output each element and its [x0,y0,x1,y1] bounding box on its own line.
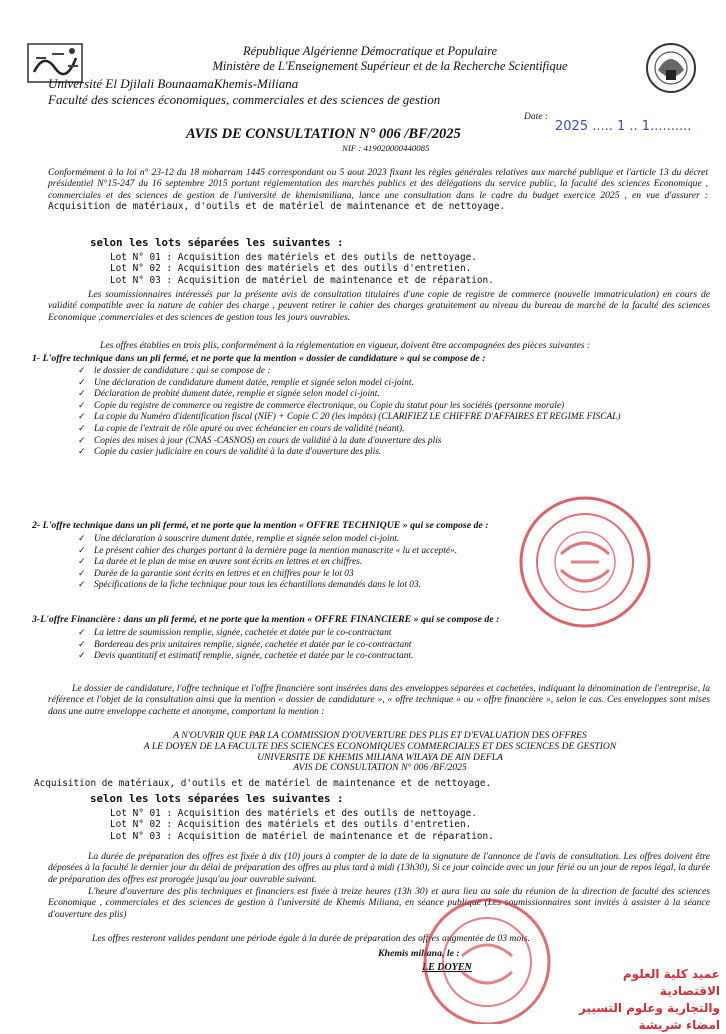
list-item: ✓ Devis quantitatif et estimatif remplie, signée, cachetée et datée par le co-contractant. [72,651,632,663]
section-3-list [72,628,632,663]
list-item: ✓ La lettre de soumission remplie, signée, cachetée et datée par le co-contractant [72,628,632,640]
stamp-line: عميد كلية العلوم الاقتصادية [622,967,720,998]
lot-item: Lot N° 02 : Acquisition des matériels et des outils d'entretien. [110,263,472,275]
lots-heading-repeat: selon les lots séparées les suivantes : [90,792,344,805]
lots-list-repeat [110,808,670,842]
list-item: ✓ Copie du registre de commerce ou registre de commerce électronique, ou Copie du statut pour les sociétés (personne morale) [72,401,692,413]
list-item: ✓ La copie de l'extrait de rôle apuré ou avec échéancier en cours de validité (néant). [72,424,692,436]
section-1-title: 1- L'offre technique dans un pli fermé, et ne porte que la mention « dossier de candidature » qui se compose de : [32,353,486,364]
date-label: Date : [524,112,549,122]
date-value: 2025 ..... 1 .. 1.......... [555,119,692,134]
heure-paragraph: L'heure d'ouverture des plis techniques et financiers est fixée à treize heures (13h 30) et aura lieu au sale du réunion de la direction de faculté des sciences Economique , commerciales et des sciences de gestion à l'université de Khemis Miliana, en séance publique (Les soumissionnaires sont invités à assister à la séance d'ouverture des plis) [48,886,710,920]
stamp-line: امضاء شريشة [638,1018,720,1032]
list-item: ✓ La durée et le plan de mise en œuvre sont écrits en lettres et en chiffres. [72,557,532,569]
stamp-line: والتجارية وعلوم التسيير [578,1001,720,1015]
section-2-list [72,534,532,592]
faculty-name: Faculté des sciences économiques, commerciales et des sciences de gestion [48,92,441,107]
round-stamp-bottom-icon [412,890,562,1024]
lot-item: Lot N° 01 : Acquisition des matériels et des outils de nettoyage. [110,252,477,263]
faculty-logo-right [638,40,704,96]
lot-item: Lot N° 03 : Acquisition de matériel de maintenance et de réparation. [110,830,494,842]
lots-heading: selon les lots séparées les suivantes : [90,236,344,249]
offres-intro: Les offres établies en trois plis, conformément à la réglementation en vigueur, doivent être accompagnées des pièces suivantes : [100,340,591,351]
list-item: ✓ le dossier de candidature : qui se compose de : [72,366,692,378]
list-item: ✓ Copie du casier judiciaire en cours de validité à la date d'ouverture des plis. [72,447,692,459]
intro-paragraph: Conformément à la loi n° 23-12 du 18 moharram 1445 correspondant ou 5 aout 2023 fixant les règles générales relatives aux marché publique et l'article 13 du décret présidentiel N°15-247 du 16 septembre 2015 portant réglementation des marchés publics et des délégations du service public, la faculté des sciences Economique , commerciales et des sciences de gestion de l'université de khemismiliana, lance une consultation dans le cadre du budget exercice 2025 , en vue d'assurer : Acquisition de matériaux, d'outils et de matériel de maintenance et de nettoyage. [48,167,708,213]
address-line: A LE DOYEN DE LA FACULTE DES SCIENCES ECONOMIQUES COMMERCIALES ET DES SCIENCES DE GESTION [143,740,617,752]
list-item: ✓ Spécifications de la fiche technique pour tous les échantillons demandés dans le lot 03. [72,580,532,592]
signature-place: Khemis miliana, le : [378,948,460,959]
lot-item: Lot N° 01 : Acquisition des matériels et des outils de nettoyage. [110,808,477,819]
nif-number: NIF : 419020000440085 [342,143,430,153]
list-item: ✓ Bordereau des prix unitaires remplie, signée, cachetée et datée par le co-contractant [72,640,632,652]
round-stamp-icon [515,492,655,632]
validite-paragraph: Les offres resteront valides pendant une période égale à la durée de préparation des offres augmentée de 03 mois. [92,933,530,944]
list-item: ✓ Une déclaration de candidature dument datée, remplie et signée selon model ci-joint. [72,378,692,390]
list-item: ✓ Une déclaration à souscrire dument datée, remplie et signée selon model ci-joint. [72,534,532,546]
list-item: ✓ Déclaration de probité dument datée, remplie et signée selon model ci-joint. [72,389,692,401]
section-2-title: 2- L'offre technique dans un pli fermé, et ne porte que la mention « OFFRE TECHNIQUE » qui se compose de : [32,520,489,531]
notice-title: AVIS DE CONSULTATION N° 006 /BF/2025 [186,126,461,142]
list-item: ✓ Le présent cahier des charges portant à la dernière page la mention manuscrite « lu et accepté». [72,546,532,558]
list-item: ✓ La copie du Numéro d'identification fiscal (NIF) + Copie C 20 (les impôts) (CLARIFIEZ LE CHIFFRE D'AFFAIRES ET REGIME FISCAL) [72,412,692,424]
university-name: Université El Djilali BounaamaKhemis-Miliana [48,76,299,91]
ministry-line: Ministère de L'Enseignement Supérieur et de la Recherche Scientifique [212,59,568,73]
address-block [60,731,700,774]
lot-item: Lot N° 03 : Acquisition de matériel de maintenance et de réparation. [110,274,494,286]
duree-paragraph: La durée de préparation des offres est fixée à dix (10) jours à compter de la date de la signature de l'annonce de l'avis de consultation. Les offres doivent être déposées à la faculté le dernier jour du délai de préparation des offres au plus tard à midi (13h30), Si ce jour coïncide avec un jour férié ou un jour de repos légal, la durée de préparation des offres est prorogée jusqu'au jour ouvrable suivant. [48,851,710,885]
address-line: AVIS DE CONSULTATION N° 006 /BF/2025 [293,762,467,774]
lots-list [110,252,670,286]
object-title-repeat: Acquisition de matériaux, d'outils et de matériel de maintenance et de nettoyage. [34,778,492,789]
list-item: ✓ Copies des mises à jour (CNAS -CASNOS) en cours de validité à la date d'ouverture des plis [72,436,692,448]
object-title: Acquisition de matériaux, d'outils et de matériel de maintenance et de nettoyage. [48,201,506,213]
signature-title: LE DOYEN [422,962,472,973]
section-3-title: 3-L'offre Financière : dans un pli fermé, et ne porte que la mention « OFFRE FINANCIERE » qui se compose de : [32,614,500,625]
republic-line: République Algérienne Démocratique et Populaire [242,44,498,58]
address-line: A N'OUVRIR QUE PAR LA COMMISSION D'OUVERTURE DES PLIS ET D'EVALUATION DES OFFRES [173,730,587,741]
list-item: ✓ Durée de la garantie sont écrits en lettres et en chiffres pour le lot 03 [72,569,532,581]
enveloppe-paragraph: Le dossier de candidature, l'offre technique et l'offre financière sont insérées dans des enveloppes séparées et cachetées, indiquant la dénomination de l'entreprise, la référence et l'objet de la consultation ainsi que la mention « dossier de candidature », « offre technique » ou « offre financière », selon le cas. Ces enveloppes sont mises dans une autre enveloppe cachette et anonyme, comportant la mention : [48,683,710,717]
section-1-list [72,366,692,459]
soumission-paragraph: Les soumissionnaires intéressés par la présente avis de consultation titulaires d'une copie de registre de commerce (nouvelle immatriculation) en cours de validité compatible avec la nature de cahier des charge , peuvent retirer le cahier des charges gratuitement au niveau du bureau de marché de la faculté des sciences Economique ,commerciales et des sciences de gestion tous les jours ouvrables. [48,289,710,323]
lot-item: Lot N° 02 : Acquisition des matériels et des outils d'entretien. [110,819,472,831]
address-line: UNIVERSITE DE KHEMIS MILIANA WILAYA DE AIN DEFLA [257,751,503,763]
